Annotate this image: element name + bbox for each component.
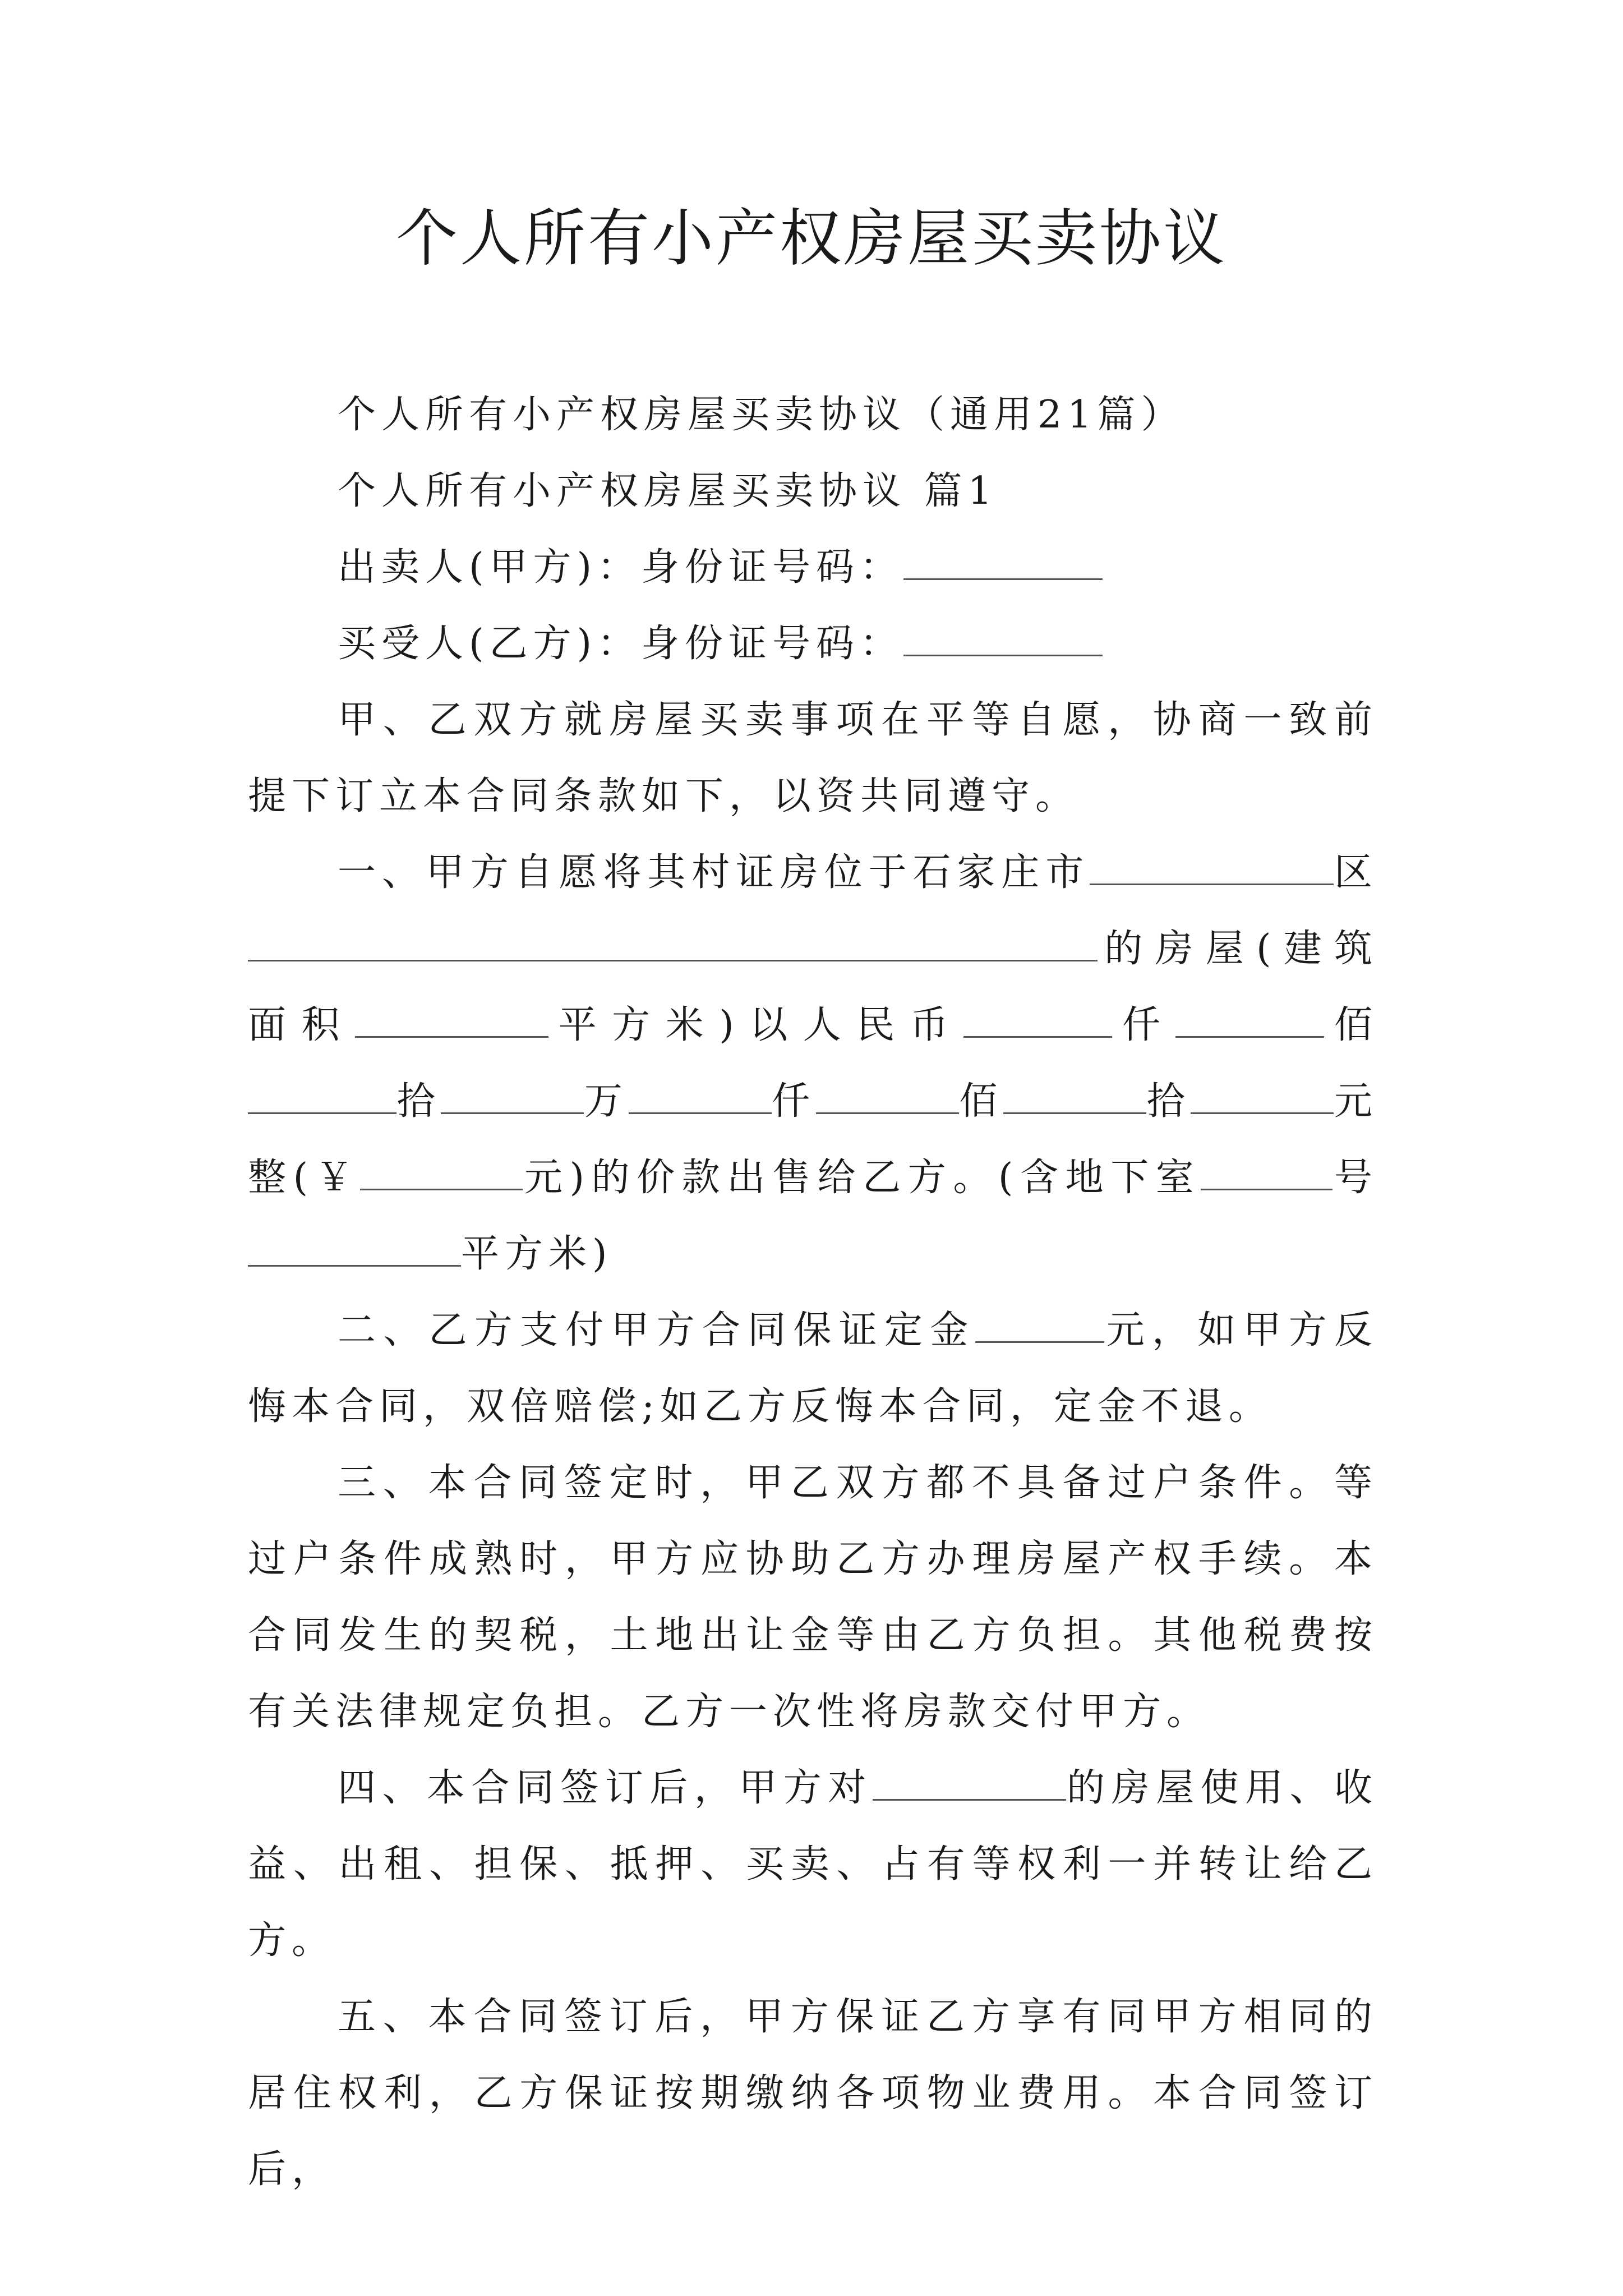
unit-qian: 仟	[1112, 1003, 1176, 1047]
clause-2-text-2: 元，如甲方反悔本合同，双倍赔偿;如乙方反悔本合同，定金不退。	[248, 1308, 1378, 1429]
clause-4-text-2: 的房屋使用、收益、出租、担保、抵押、买卖、占有等权利一并转让给乙方。	[248, 1766, 1378, 1963]
clause-2	[248, 1292, 1378, 1445]
deposit-blank	[975, 1308, 1104, 1343]
clause-4	[248, 1750, 1378, 1979]
amount-blank-1	[963, 1002, 1112, 1038]
clause-1-text-2: 区	[1334, 850, 1378, 895]
clause-1-text-6: 元)的价款出售给乙方。(含地下室	[523, 1156, 1201, 1200]
clause-4-text-1: 四、本合同签订后，甲方对	[338, 1766, 873, 1810]
yuan-amount-blank	[360, 1155, 523, 1190]
clause-1-text-4: 平方米)以人民币	[548, 1003, 964, 1047]
district-blank	[1090, 850, 1334, 885]
seller-label: 出卖人(甲方)：身份证号码：	[338, 545, 904, 590]
clause-1	[248, 835, 1378, 1292]
clause-1-text-7: 号	[1332, 1156, 1378, 1200]
unit-shi-2: 拾	[1146, 1079, 1191, 1124]
clause-1-text-3: 的房屋(建筑面积	[248, 927, 1378, 1047]
basement-area-blank	[248, 1231, 461, 1267]
address-blank	[248, 926, 1098, 961]
seller-id-blank	[903, 545, 1103, 580]
unit-wan: 万	[584, 1079, 629, 1124]
buyer-id-blank	[903, 621, 1103, 656]
preamble-paragraph: 甲、乙双方就房屋买卖事项在平等自愿，协商一致前提下订立本合同条款如下，以资共同遵守。	[248, 698, 1378, 818]
property-blank	[873, 1765, 1066, 1801]
amount-blank-6	[816, 1079, 959, 1114]
amount-blank-8	[1191, 1079, 1334, 1114]
document-title: 个人所有小产权房屋买卖协议	[396, 203, 1227, 274]
document-body	[248, 377, 1378, 2208]
buyer-label: 买受人(乙方)：身份证号码：	[338, 622, 904, 666]
amount-blank-2	[1175, 1002, 1324, 1038]
basement-number-blank	[1201, 1155, 1332, 1190]
clause-3: 三、本合同签定时，甲乙双方都不具备过户条件。等过户条件成熟时，甲方应协助乙方办理房屋产权手续。本合同发生的契税，土地出让金等由乙方负担。其他税费按有关法律规定负担。乙方一次性将房款交付甲方。	[248, 1461, 1378, 1734]
unit-shi: 拾	[396, 1079, 441, 1124]
clause-2-text-1: 二、乙方支付甲方合同保证定金	[338, 1308, 976, 1352]
seller-line	[248, 530, 1378, 606]
clause-1-text-5: (￥	[293, 1156, 361, 1200]
clause-1-text-1: 一、甲方自愿将其村证房位于石家庄市	[338, 850, 1090, 895]
unit-qian-2: 仟	[771, 1079, 816, 1124]
document-subtitle: 个人所有小产权房屋买卖协议（通用21篇）	[338, 393, 1185, 437]
area-blank	[355, 1002, 548, 1038]
buyer-line	[248, 606, 1378, 682]
amount-blank-5	[629, 1079, 772, 1114]
amount-blank-7	[1003, 1079, 1146, 1114]
clause-1-text-8: 平方米)	[461, 1232, 613, 1276]
amount-blank-4	[441, 1079, 584, 1114]
unit-bai-2: 佰	[958, 1079, 1004, 1124]
amount-blank-3	[248, 1079, 396, 1114]
unit-bai: 佰	[1324, 1003, 1378, 1047]
clause-5: 五、本合同签订后，甲方保证乙方享有同甲方相同的居住权利，乙方保证按期缴纳各项物业费用。本合同签订后，	[248, 1995, 1378, 2192]
section-heading: 个人所有小产权房屋买卖协议 篇1	[338, 469, 998, 513]
unit-yuan-zheng: 元整	[248, 1079, 1378, 1200]
